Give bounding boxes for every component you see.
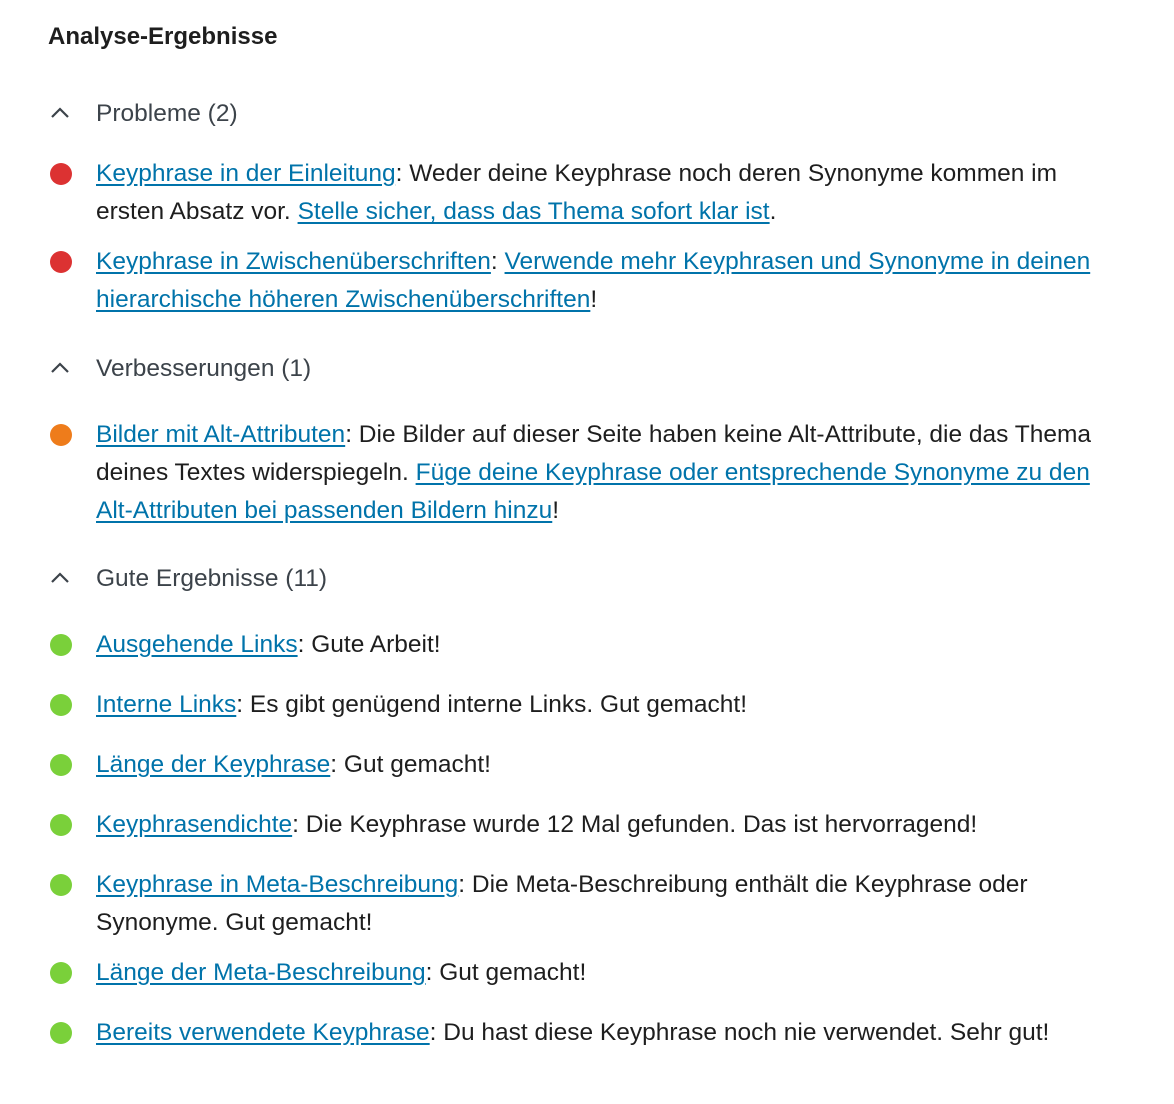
result-text: : Weder deine Keyphrase noch deren Synonyme kommen im ersten Absatz vor. [96, 160, 1058, 225]
result-title-link[interactable]: Länge der Meta-Beschreibung [96, 959, 426, 986]
section-toggle-problems[interactable] [48, 94, 1128, 134]
result-text: : Gut gemacht! [425, 959, 587, 986]
result-title-link[interactable]: Keyphrase in Zwischenüberschriften [96, 248, 491, 275]
section-toggle-improvements[interactable] [48, 349, 1128, 389]
result-title-link[interactable]: Länge der Keyphrase [96, 751, 331, 778]
result-title-link[interactable]: Keyphrase in Meta-Beschreibung [96, 871, 459, 898]
result-title-link[interactable]: Keyphrase in der Einleitung [96, 160, 396, 187]
result-item [48, 626, 1128, 664]
result-advice-link[interactable]: Stelle sicher, dass das Thema sofort klar ist [297, 198, 770, 225]
status-green-dot-icon [50, 874, 72, 896]
status-orange-dot-icon [50, 424, 72, 446]
status-red-dot-icon [50, 251, 72, 273]
result-item [48, 1014, 1128, 1052]
status-green-dot-icon [50, 694, 72, 716]
good-results-list [48, 626, 1128, 1052]
status-green-dot-icon [50, 634, 72, 656]
result-text: : Die Bilder auf dieser Seite haben keine Alt-Attribute, die das Thema deines Textes widerspiegeln. [96, 421, 1092, 486]
result-item [48, 155, 1128, 231]
result-text: : Es gibt genügend interne Links. Gut gemacht! [236, 691, 748, 718]
section-label-problems: Probleme (2) [96, 100, 238, 127]
panel-title: Analyse-Ergebnisse [48, 23, 278, 50]
result-text-end: ! [552, 497, 560, 524]
result-item [48, 806, 1128, 844]
status-green-dot-icon [50, 962, 72, 984]
chevron-up-icon [48, 559, 96, 599]
result-text: : Du hast diese Keyphrase noch nie verwendet. Sehr gut! [429, 1019, 1050, 1046]
chevron-up-icon [48, 94, 96, 134]
result-title-link[interactable]: Keyphrasendichte [96, 811, 293, 838]
improvements-list [48, 416, 1128, 530]
result-text: : Gute Arbeit! [297, 631, 441, 658]
problems-list [48, 155, 1128, 319]
section-label-improvements: Verbesserungen (1) [96, 355, 312, 382]
result-text: : Die Meta-Beschreibung enthält die Keyphrase oder Synonyme. Gut gemacht! [96, 871, 1028, 936]
result-title-link[interactable]: Ausgehende Links [96, 631, 298, 658]
result-text-end: . [769, 198, 777, 225]
result-title-link[interactable]: Bilder mit Alt-Attributen [96, 421, 346, 448]
analysis-results-panel [48, 0, 1128, 1052]
result-text-end: ! [590, 286, 598, 313]
section-label-good: Gute Ergebnisse (11) [96, 565, 328, 592]
result-text: : Gut gemacht! [330, 751, 491, 778]
section-toggle-good[interactable] [48, 559, 1128, 599]
result-text: : [490, 248, 505, 275]
status-green-dot-icon [50, 1022, 72, 1044]
result-item [48, 954, 1128, 992]
result-item [48, 866, 1128, 942]
result-advice-link[interactable]: Verwende mehr Keyphrasen und Synonyme in deinen hierarchische höheren Zwischenüberschriften [96, 248, 1091, 313]
result-item [48, 416, 1128, 530]
result-item [48, 686, 1128, 724]
result-advice-link[interactable]: Füge deine Keyphrase oder entsprechende Synonyme zu den Alt-Attributen bei passenden Bildern hinzu [96, 459, 1090, 524]
status-red-dot-icon [50, 163, 72, 185]
result-item [48, 746, 1128, 784]
status-green-dot-icon [50, 814, 72, 836]
result-text: : Die Keyphrase wurde 12 Mal gefunden. Das ist hervorragend! [292, 811, 978, 838]
status-green-dot-icon [50, 754, 72, 776]
result-item [48, 243, 1128, 319]
result-title-link[interactable]: Bereits verwendete Keyphrase [96, 1019, 430, 1046]
result-title-link[interactable]: Interne Links [96, 691, 237, 718]
chevron-up-icon [48, 349, 96, 389]
